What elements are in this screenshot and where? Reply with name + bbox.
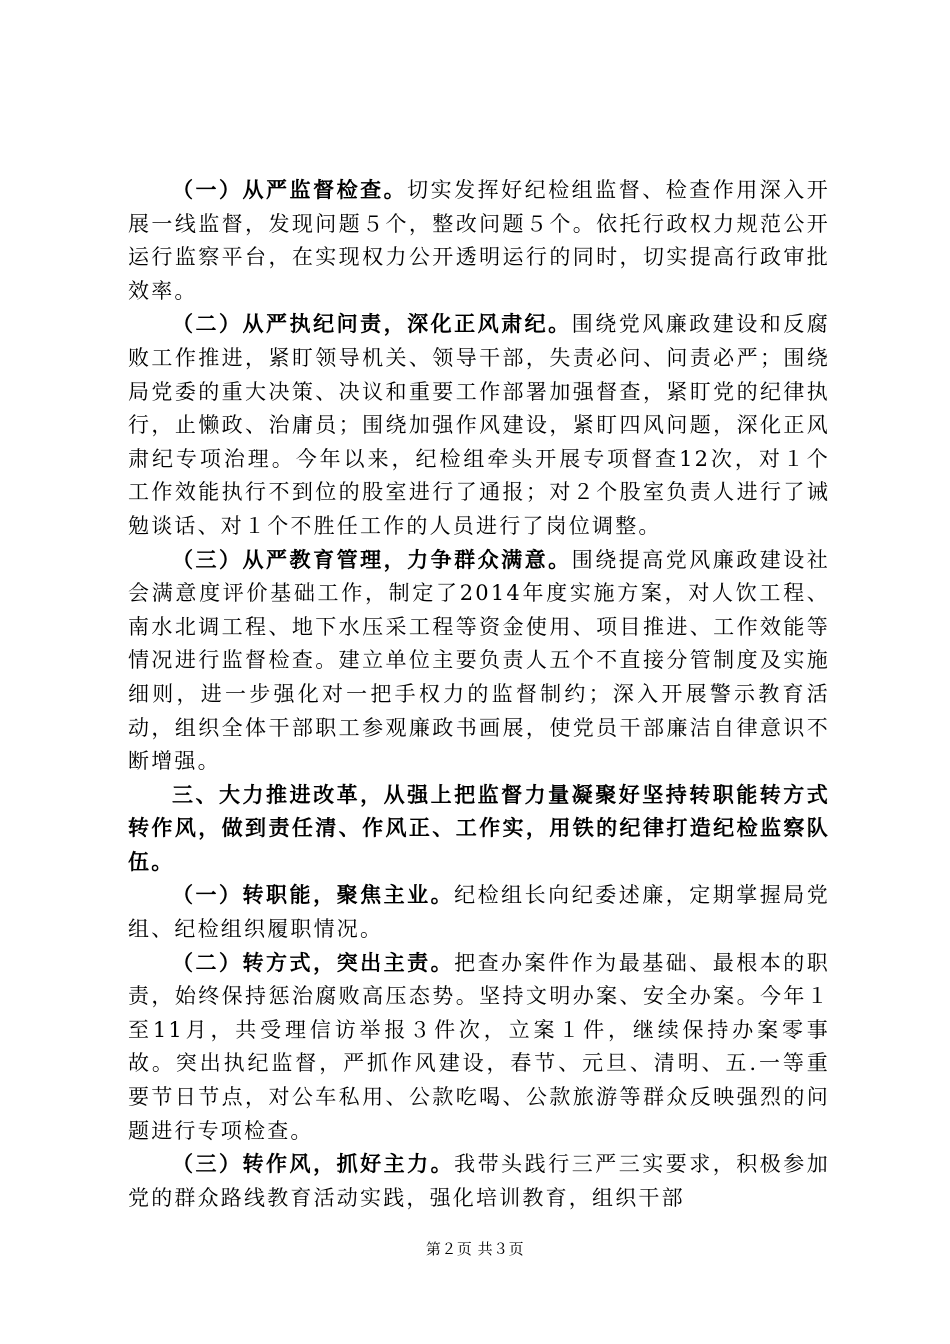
paragraph-heading: （二）从严执纪问责，深化正风肃纪。	[172, 312, 572, 337]
paragraph-heading: （一）转职能，聚焦主业。	[172, 883, 455, 908]
paragraph-function	[128, 879, 830, 946]
paragraph-text: 把查办案件作为最基础、最根本的职责，始终保持惩治腐败高压态势。坚持文明办案、安全办案。今年１至11月，共受理信访举报３件次，立案１件，继续保持办案零事故。突出执纪监督，严抓作风建设，春节、元旦、清明、五.一等重要节日节点，对公车私用、公款吃喝、公款旅游等群众反映强烈的问题进行专项检查。	[128, 950, 831, 1143]
paragraph-text: 纪检组长向纪委述廉，定期掌握局党组、纪检组织履职情况。	[128, 883, 831, 942]
paragraph-discipline	[128, 308, 830, 543]
paragraph-text: 围绕提高党风廉政建设社会满意度评价基础工作，制定了2014年度实施方案，对人饮工程、南水北调工程、地下水压采工程等资金使用、项目推进、工作效能等情况进行监督检查。建立单位主要负责人五个不直接分管制度及实施细则，进一步强化对一把手权力的监督制约；深入开展警示教育活动，组织全体干部职工参观廉政书画展，使党员干部廉洁自律意识不断增强。	[128, 547, 830, 774]
paragraph-heading: （二）转方式，突出主责。	[172, 950, 455, 975]
section-three-heading: 三、大力推进改革，从强上把监督力量凝聚好坚持转职能转方式转作风，做到责任清、作风正、工作实，用铁的纪律打造纪检监察队伍。	[128, 782, 830, 874]
paragraph-method	[128, 947, 830, 1149]
paragraph-style	[128, 1148, 830, 1215]
paragraph-supervision	[128, 174, 830, 308]
paragraph-heading: （三）从严教育管理，力争群众满意。	[172, 547, 572, 572]
paragraph-heading: （三）转作风，抓好主力。	[172, 1152, 455, 1177]
paragraph-education	[128, 544, 830, 779]
page-number-footer: 第２页 共３页	[425, 1240, 525, 1258]
paragraph-text: 围绕党风廉政建设和反腐败工作推进，紧盯领导机关、领导干部，失责必问、问责必严；围绕局党委的重大决策、决议和重要工作部署加强督查，紧盯党的纪律执行，止懒政、治庸员；围绕加强作风建设，紧盯四风问题，深化正风肃纪专项治理。今年以来，纪检组牵头开展专项督查12次，对１个工作效能执行不到位的股室进行了通报；对２个股室负责人进行了诫勉谈话、对１个不胜任工作的人员进行了岗位调整。	[128, 312, 830, 538]
paragraph-text: 切实发挥好纪检组监督、检查作用深入开展一线监督，发现问题５个，整改问题５个。依托行政权力规范公开运行监察平台，在实现权力公开透明运行的同时，切实提高行政审批效率。	[128, 178, 830, 303]
paragraph-text: 我带头践行三严三实要求，积极参加党的群众路线教育活动实践，强化培训教育，组织干部	[128, 1152, 831, 1210]
document-body	[128, 174, 830, 1215]
paragraph-heading: （一）从严监督检查。	[172, 178, 408, 202]
